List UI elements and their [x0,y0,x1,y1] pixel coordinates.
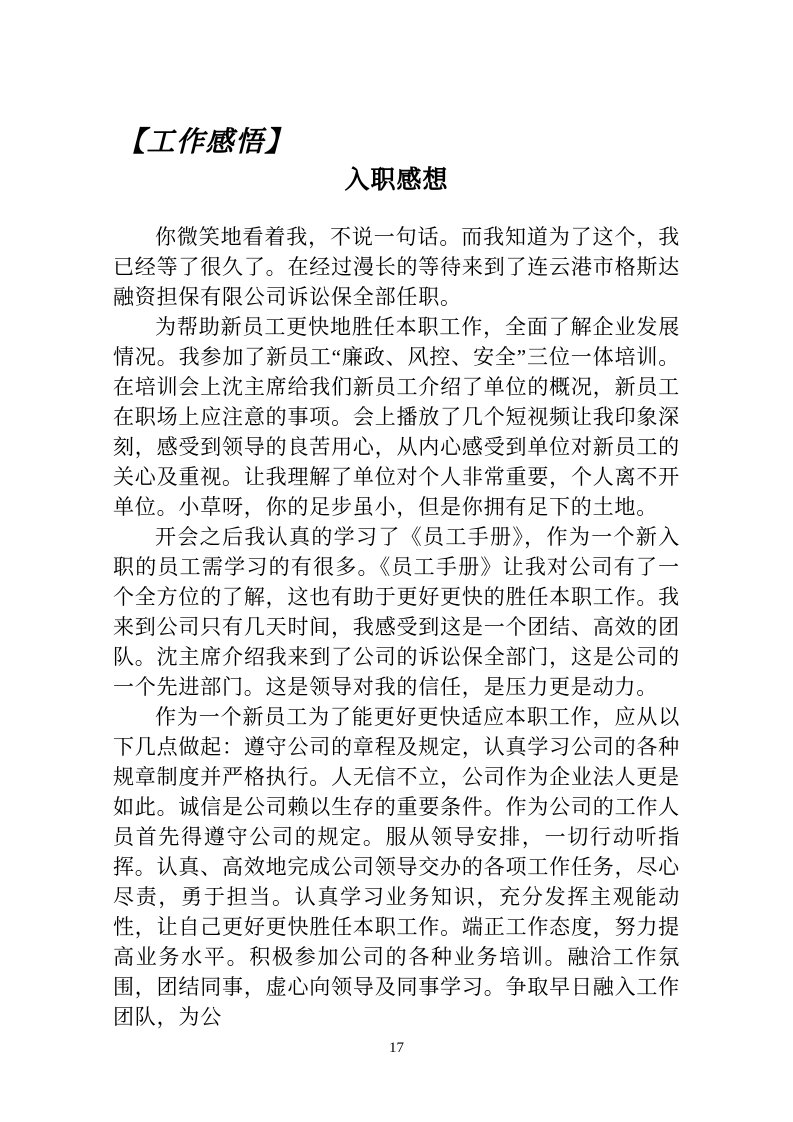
paragraph-3: 开会之后我认真的学习了《员工手册》，作为一个新入职的员工需学习的有很多。《员工手册》让我对公司有了一个全方位的了解，这也有助于更好更快的胜任本职工作。我来到公司只有几天时间，我感受到这是一个团结、高效的团队。沈主席介绍我来到了公司的诉讼保全部门，这是公司的一个先进部门。这是领导对我的信任，是压力更是动力。 [113,525,680,699]
paragraph-2: 为帮助新员工更快地胜任本职工作，全面了解企业发展情况。我参加了新员工“廉政、风控、安全”三位一体培训。在培训会上沈主席给我们新员工介绍了单位的概况，新员工在职场上应注意的事项。会上播放了几个短视频让我印象深刻，感受到领导的良苦用心，从内心感受到单位对新员工的关心及重视。让我理解了单位对个人非常重要，个人离不开单位。小草呀，你的足步虽小，但是你拥有足下的土地。 [113,315,680,519]
page-title: 入职感想 [344,166,449,194]
paragraph-4: 作为一个新员工为了能更好更快适应本职工作，应从以下几点做起：遵守公司的章程及规定，认真学习公司的各种规章制度并严格执行。人无信不立，公司作为企业法人更是如此。诚信是公司赖以生存的重要条件。作为公司的工作人员首先得遵守公司的规定。服从领导安排，一切行动听指挥。认真、高效地完成公司领导交办的各项工作任务，尽心尽责，勇于担当。认真学习业务知识，充分发挥主观能动性，让自己更好更快胜任本职工作。端正工作态度，努力提高业务水平。积极参加公司的各种业务培训。融洽工作氛围，团结同事，虚心向领导及同事学习。争取早日融入工作团队，为公 [113,705,680,1029]
page-number: 17 [389,1040,404,1056]
section-header: 【工作感悟】 [117,127,295,158]
document-body [113,222,680,1032]
paragraph-1: 你微笑地看着我，不说一句话。而我知道为了这个，我已经等了很久了。在经过漫长的等待来到了连云港市格斯达融资担保有限公司诉讼保全部任职。 [113,225,680,309]
